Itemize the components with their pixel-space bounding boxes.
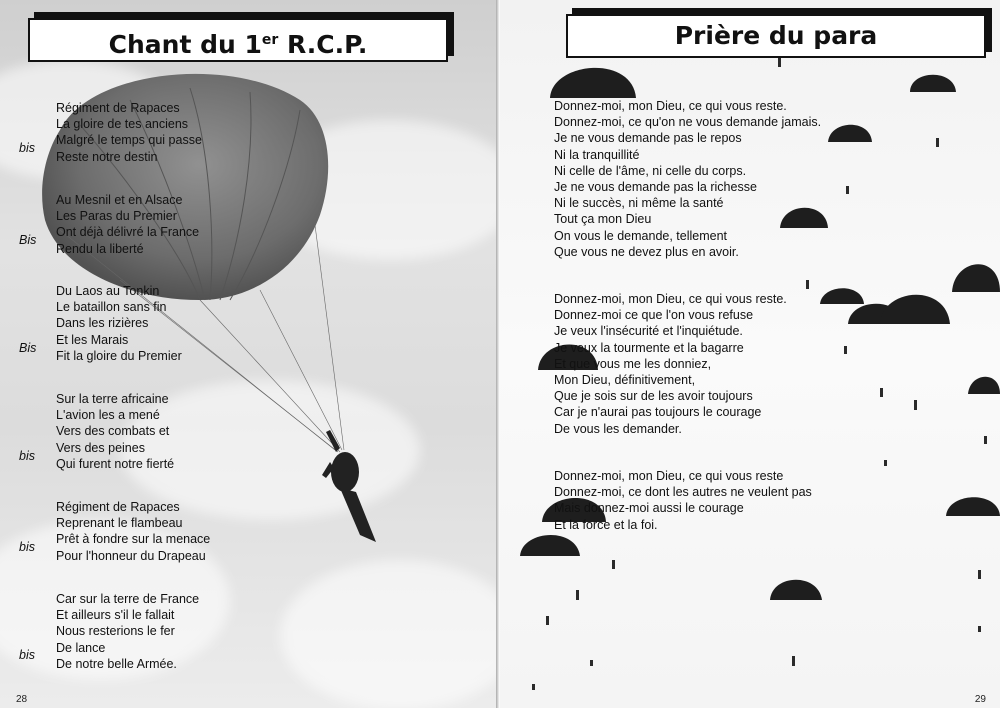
prayer-paragraph-1 <box>554 98 821 260</box>
bis-marker: bis <box>19 449 35 463</box>
stanza-line: Qui furent notre fierté <box>56 456 175 471</box>
bis-marker: bis <box>19 540 35 554</box>
stanza-line: L'avion les a mené <box>56 408 160 423</box>
stanza-line: Reste notre destin <box>56 149 158 164</box>
bis-marker: bis <box>19 141 35 155</box>
prayer-line: Donnez-moi, ce qu'on ne vous demande jamais. <box>554 115 822 130</box>
stanza-line: Du Laos au Tonkin <box>56 284 160 298</box>
paratrooper-silhouette <box>322 430 376 542</box>
stanza-line: Au Mesnil et en Alsace <box>56 193 183 207</box>
stanza-line: Dans les rizières <box>56 316 149 331</box>
prayer-line: Donnez-moi, mon Dieu, ce qui vous reste. <box>554 292 787 306</box>
bis-marker: Bis <box>19 233 37 247</box>
prayer-line: De vous les demander. <box>554 421 682 436</box>
stanza-line: Rendu la liberté <box>56 241 144 256</box>
right-page <box>500 0 1000 708</box>
song-stanza-6 <box>56 591 199 672</box>
prayer-paragraph-2 <box>554 291 787 437</box>
prayer-line: Ni le succès, ni même la santé <box>554 196 724 211</box>
prayer-line: Je ne vous demande pas la richesse <box>554 180 757 195</box>
prayer-line: Donnez-moi ce que l'on vous refuse <box>554 308 754 323</box>
prayer-line: Ni celle de l'âme, ni celle du corps. <box>554 163 747 178</box>
stanza-line: Car sur la terre de France <box>56 592 200 606</box>
prayer-line: Je ne vous demande pas le repos <box>554 131 742 146</box>
page-number-right: 29 <box>974 694 986 705</box>
prayer-line: Ni la tranquillité <box>554 147 640 162</box>
prayer-line: Mon Dieu, définitivement, <box>554 373 696 388</box>
stanza-line: Fit la gloire du Premier <box>56 348 182 363</box>
stanza-line: Vers des combats et <box>56 424 170 439</box>
prayer-line: Donnez-moi, mon Dieu, ce qui vous reste <box>554 469 784 483</box>
stanza-line: De lance <box>56 640 106 655</box>
stanza-line: Prêt à fondre sur la menace <box>56 532 211 547</box>
prayer-line: Que je sois sur de les avoir toujours <box>554 389 753 404</box>
prayer-line: Car je n'aurai pas toujours le courage <box>554 405 762 420</box>
stanza-line: Régiment de Rapaces <box>56 101 180 115</box>
song-title-box <box>28 18 448 62</box>
stanza-line: Et ailleurs s'il le fallait <box>56 608 175 623</box>
prayer-line: Donnez-moi, ce dont les autres ne veulent pas <box>554 485 812 500</box>
prayer-line: On vous le demande, tellement <box>554 228 728 243</box>
stanza-line: Les Paras du Premier <box>56 209 177 224</box>
stanza-line: Malgré le temps qui passe <box>56 133 202 148</box>
prayer-line: Mais donnez-moi aussi le courage <box>554 501 744 516</box>
stanza-line: Ont déjà délivré la France <box>56 225 200 240</box>
prayer-line: Et la force et la foi. <box>554 517 658 532</box>
prayer-line: Je veux la tourmente et la bagarre <box>554 340 744 355</box>
stanza-line: Et les Marais <box>56 332 129 347</box>
stanza-line: Nous resterions le fer <box>56 624 175 639</box>
stanza-line: Reprenant le flambeau <box>56 516 183 531</box>
bis-marker: Bis <box>19 341 37 355</box>
stanza-line: Régiment de Rapaces <box>56 500 180 514</box>
stanza-line: Sur la terre africaine <box>56 392 169 406</box>
song-stanza-5 <box>56 499 210 564</box>
prayer-line: Tout ça mon Dieu <box>554 212 652 227</box>
prayer-title: Prière du para <box>674 21 878 50</box>
stanza-line: Le bataillon sans fin <box>56 300 167 315</box>
song-stanza-4 <box>56 391 174 472</box>
prayer-line: Je veux l'insécurité et l'inquiétude. <box>554 324 743 339</box>
prayer-paragraph-3 <box>554 468 812 533</box>
stanza-line: La gloire de tes anciens <box>56 117 189 132</box>
bis-marker: bis <box>19 648 35 662</box>
stanza-line: Vers des peines <box>56 440 145 455</box>
prayer-line: Et que vous me les donniez, <box>554 356 712 371</box>
prayer-line: Que vous ne devez plus en avoir. <box>554 244 739 259</box>
song-title: Chant du 1er R.C.P. <box>108 30 368 59</box>
stanza-line: De notre belle Armée. <box>56 656 177 671</box>
song-stanza-2 <box>56 192 199 257</box>
prayer-title-box <box>566 14 986 58</box>
song-stanza-1 <box>56 100 202 165</box>
prayer-line: Donnez-moi, mon Dieu, ce qui vous reste. <box>554 99 787 113</box>
page-number-left: 28 <box>16 694 28 705</box>
song-stanza-3 <box>56 283 182 364</box>
stanza-line: Pour l'honneur du Drapeau <box>56 548 206 563</box>
